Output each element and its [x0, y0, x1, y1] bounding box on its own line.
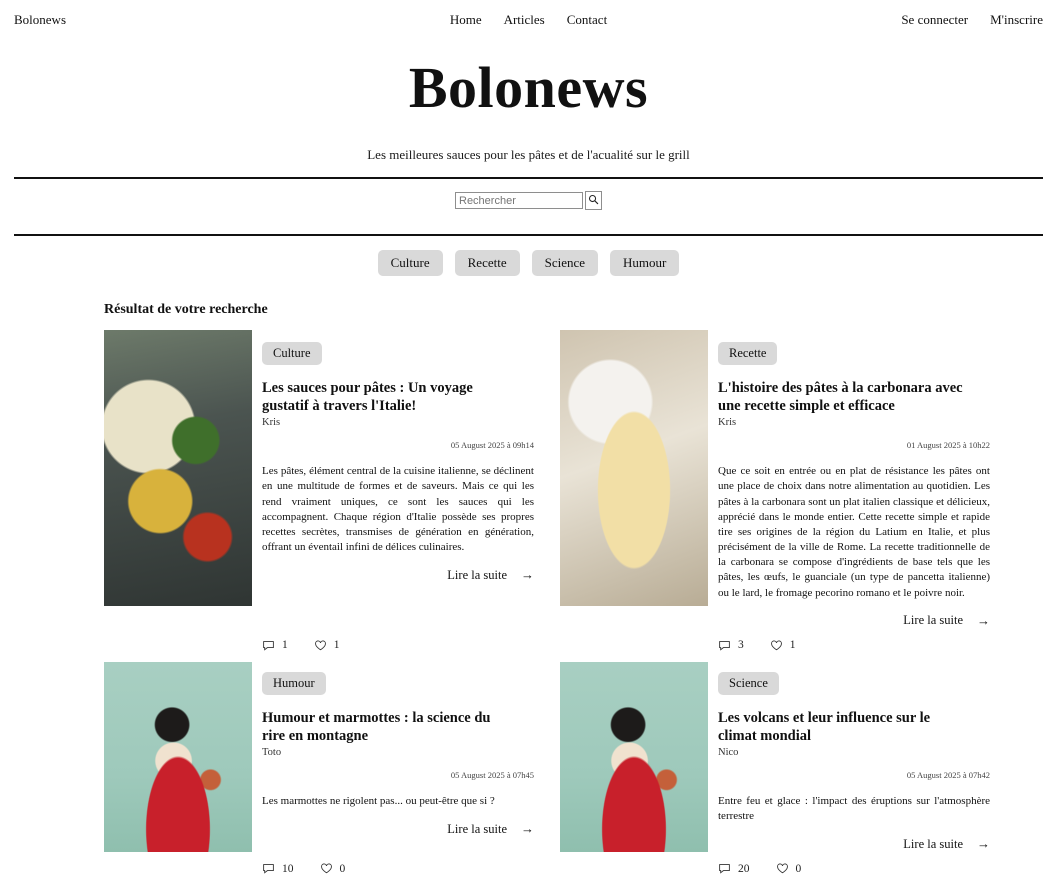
article-stats	[718, 852, 990, 875]
article-excerpt: Les pâtes, élément central de la cuisine italienne, se déclinent en une multitude de formes et de saveurs. Mais ce qui les rend vraiment uniques, ce sont les sauces qui les accompagnent. Chaque région d'Italie possède ses propres recettes secrètes, transmises de génération en génération, offrant un éventail infini de délices culinaires.	[262, 465, 534, 554]
article-excerpt: Entre feu et glace : l'impact des éruptions sur l'atmosphère terrestre	[718, 795, 990, 823]
article-date: 01 August 2025 à 10h22	[906, 440, 990, 451]
category-pill-science[interactable]: Science	[532, 250, 598, 276]
article-card	[560, 662, 990, 875]
arrow-right-icon: →	[977, 836, 990, 852]
like-count-value: 0	[795, 862, 802, 875]
article-category-badge[interactable]: Humour	[262, 672, 326, 695]
article-category-badge[interactable]: Science	[718, 672, 779, 695]
article-category-badge[interactable]: Culture	[262, 342, 322, 365]
comment-count-value: 3	[738, 639, 744, 652]
category-pill-culture[interactable]: Culture	[378, 250, 443, 276]
category-pill-recette[interactable]: Recette	[455, 250, 520, 276]
comment-icon	[262, 862, 275, 875]
arrow-right-icon: →	[977, 612, 990, 628]
article-stats	[262, 852, 534, 875]
like-count[interactable]	[776, 862, 802, 875]
site-tagline: Les meilleures sauces pour les pâtes et de l'acualité sur le grill	[367, 147, 690, 162]
arrow-right-icon: →	[521, 567, 534, 583]
page-title: Bolonews	[408, 55, 649, 120]
article-thumbnail-carbonara[interactable]	[560, 330, 708, 606]
heart-icon	[320, 862, 333, 875]
site-brand-link[interactable]: Bolonews	[14, 12, 66, 27]
like-count-value: 1	[789, 639, 796, 652]
comment-count[interactable]	[262, 862, 294, 875]
read-more-label: Lire la suite	[447, 821, 507, 836]
register-link[interactable]: M'inscrire	[990, 12, 1043, 27]
article-stats	[262, 629, 534, 652]
article-excerpt: Que ce soit en entrée ou en plat de résistance les pâtes ont une place de choix dans notre alimentation au quotidien. Les pâtes à la carbonara sont un plat italien classique et délicieux, apprécié dans le monde entier. Cette recette simple et rapide tire ses origines de la région du Latium en Italie, et plus précisément de la ville de Rome. La recette traditionnelle de la carbonara se compose d'ingrédients de base tels que les pâtes, les œufs, le guanciale (un type de pancetta italienne) ou le lard, le fromage pecorino romano et le poivre noir.	[718, 465, 990, 599]
read-more-link[interactable]	[903, 836, 990, 852]
comment-count[interactable]	[718, 862, 750, 875]
divider-bottom	[14, 234, 1043, 236]
article-card	[104, 662, 534, 875]
article-title[interactable]: Les sauces pour pâtes : Un voyage gustatif à travers l'Italie!	[262, 380, 473, 415]
nav-item-articles[interactable]: Articles	[503, 12, 545, 27]
comment-count-value: 20	[738, 862, 750, 875]
arrow-right-icon: →	[521, 821, 534, 837]
search-icon	[588, 193, 599, 208]
read-more-link[interactable]	[447, 821, 534, 837]
like-count[interactable]	[314, 639, 340, 652]
masthead	[0, 40, 1057, 163]
article-thumbnail-volcan[interactable]	[560, 662, 708, 852]
article-title[interactable]: L'histoire des pâtes à la carbonara avec une recette simple et efficace	[718, 380, 963, 415]
nav-item-contact[interactable]: Contact	[566, 12, 608, 27]
heart-icon	[770, 639, 783, 652]
article-body	[718, 662, 990, 875]
article-date: 05 August 2025 à 07h42	[906, 770, 990, 781]
comment-icon	[718, 862, 731, 875]
auth-nav	[901, 12, 1043, 28]
comment-count-value: 10	[282, 862, 294, 875]
article-excerpt: Les marmottes ne rigolent pas... ou peut-être que si ?	[262, 795, 495, 808]
login-link[interactable]: Se connecter	[901, 12, 969, 27]
comment-icon	[718, 639, 731, 652]
search-button[interactable]	[585, 191, 602, 210]
read-more-link[interactable]	[903, 613, 990, 629]
article-thumbnail-marmotte[interactable]	[104, 662, 252, 852]
article-title[interactable]: Humour et marmottes : la science du rire en montagne	[262, 709, 491, 744]
top-navigation-bar	[0, 0, 1057, 40]
like-count[interactable]	[770, 639, 796, 652]
article-card	[560, 330, 990, 652]
article-body	[718, 330, 990, 652]
like-count-value: 1	[333, 639, 340, 652]
search-bar	[0, 179, 1057, 220]
article-category-badge[interactable]: Recette	[718, 342, 777, 365]
heart-icon	[776, 862, 789, 875]
nav-item-home[interactable]: Home	[449, 12, 482, 27]
article-title[interactable]: Les volcans et leur influence sur le climat mondial	[718, 709, 931, 744]
comment-count[interactable]	[718, 639, 744, 652]
article-author: Nico	[718, 747, 739, 759]
article-author: Kris	[718, 417, 737, 429]
heart-icon	[314, 639, 327, 652]
comment-icon	[262, 639, 275, 652]
category-pill-humour[interactable]: Humour	[610, 250, 679, 276]
article-author: Toto	[262, 747, 282, 759]
article-thumbnail-pasta-sauce[interactable]	[104, 330, 252, 606]
read-more-label: Lire la suite	[447, 567, 507, 582]
article-date: 05 August 2025 à 07h45	[450, 770, 534, 781]
like-count-value: 0	[339, 862, 346, 875]
comment-count[interactable]	[262, 639, 288, 652]
read-more-link[interactable]	[447, 567, 534, 583]
article-grid	[0, 330, 1057, 875]
article-author: Kris	[262, 417, 281, 429]
results-heading: Résultat de votre recherche	[104, 302, 268, 317]
article-date: 05 August 2025 à 09h14	[450, 440, 534, 451]
article-body	[262, 330, 534, 652]
category-filter-list	[0, 250, 1057, 276]
article-stats	[718, 629, 990, 652]
comment-count-value: 1	[282, 639, 288, 652]
like-count[interactable]	[320, 862, 346, 875]
article-body	[262, 662, 534, 875]
read-more-label: Lire la suite	[903, 613, 963, 628]
search-input[interactable]	[455, 192, 583, 209]
primary-nav	[450, 12, 607, 28]
article-card	[104, 330, 534, 652]
read-more-label: Lire la suite	[903, 836, 963, 851]
